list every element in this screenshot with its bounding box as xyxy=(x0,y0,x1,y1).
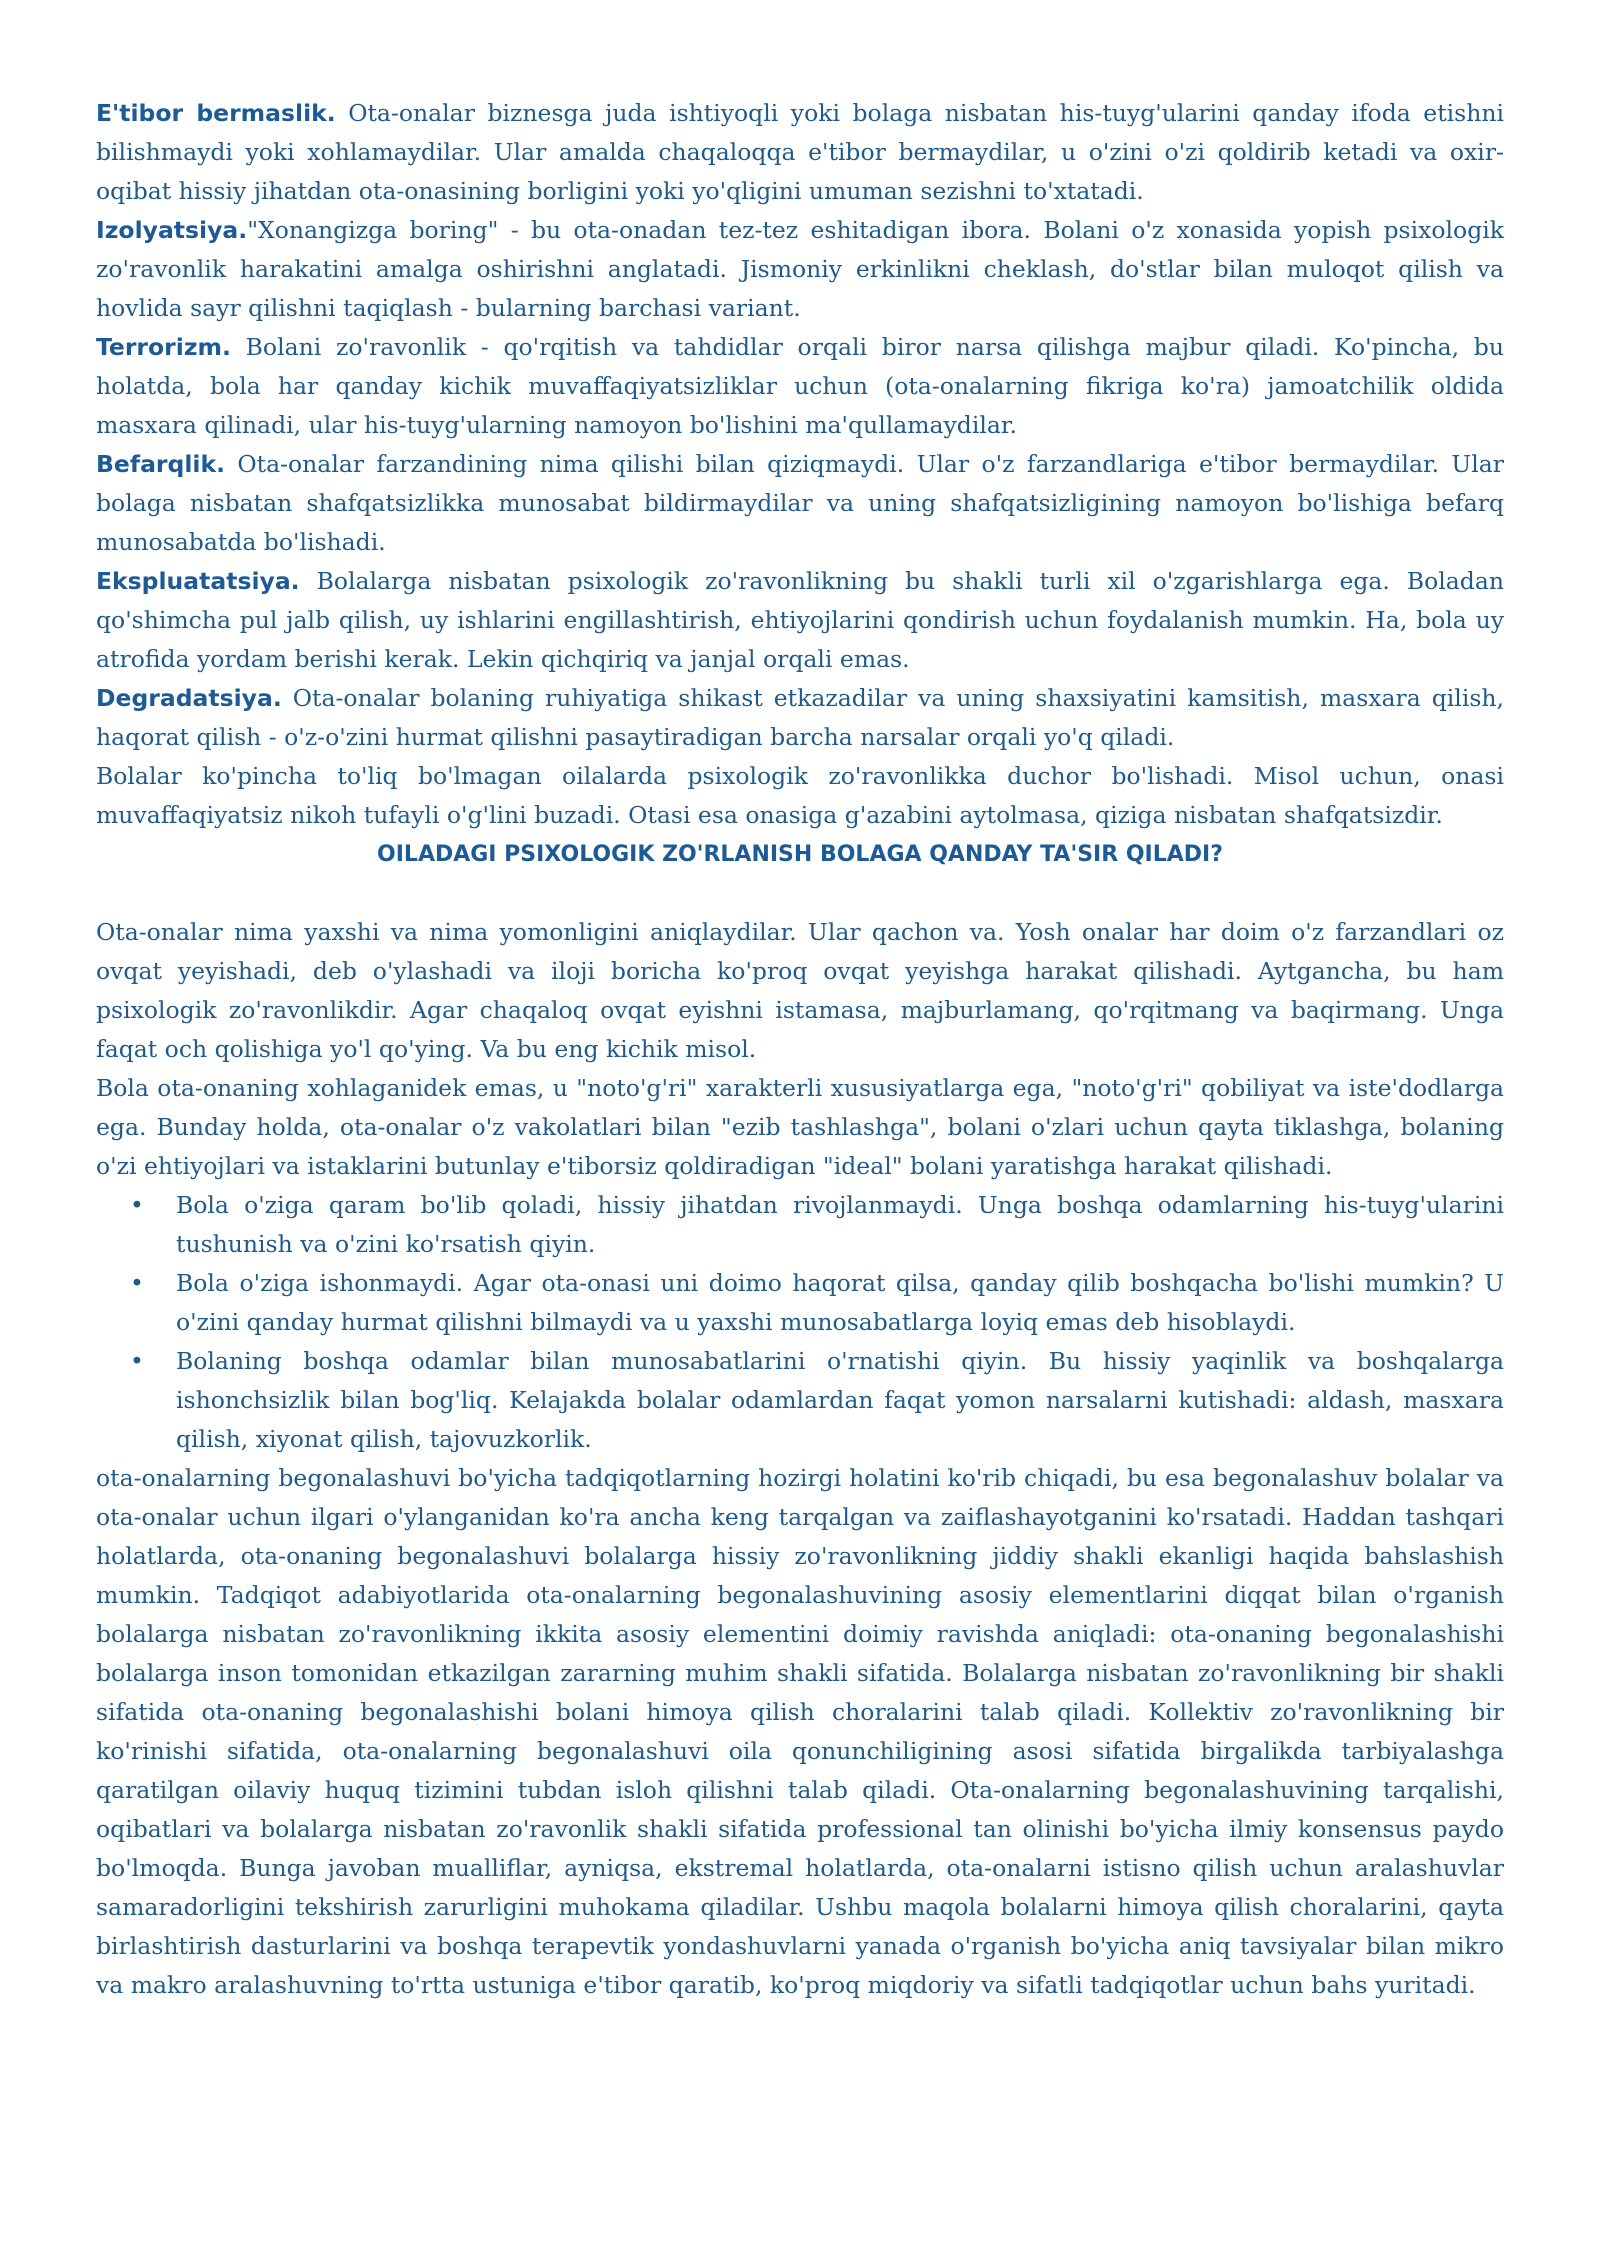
paragraph-ideal-child: Bola ota-onaning xohlaganidek emas, u "noto'g'ri" xarakterli xususiyatlarga ega, "noto'g'ri" qobiliyat va iste'dodlarga ega. Bunday holda, ota-onalar o'z vakolatlari bilan "ezib tashlashga", bolani o'zlari uchun qayta tiklashga, bolaning o'zi ehtiyojlari va istaklarini butunlay e'tiborsiz qoldiradigan "ideal" bolani yaratishga harakat qilishadi. xyxy=(96,1074,1504,1180)
consequences-list xyxy=(96,1186,1504,1459)
list-item-text: Bola o'ziga ishonmaydi. Agar ota-onasi uni doimo haqorat qilsa, qanday qilib boshqacha bo'lishi mumkin? U o'zini qanday hurmat qilishni bilmaydi va u yaxshi munosabatlarga loyiq emas deb hisoblaydi. xyxy=(176,1269,1504,1336)
document-page xyxy=(96,94,1504,2005)
bullet-icon: • xyxy=(130,1347,144,1375)
section-text: Ota-onalar farzandining nima qilishi bilan qiziqmaydi. Ular o'z farzandlariga e'tibor bermaydilar. Ular bolaga nisbatan shafqatsizlikka munosabat bildirmaydilar va uning shafqatsizligining namoyon bo'lishiga befarq munosabatda bo'lishadi. xyxy=(96,450,1504,556)
section-befarqlik xyxy=(96,445,1504,562)
list-item xyxy=(130,1264,1504,1342)
section-text: Bolalarga nisbatan psixologik zo'ravonlikning bu shakli turli xil o'zgarishlarga ega. Boladan qo'shimcha pul jalb qilish, uy ishlarini engillashtirish, ehtiyojlarini qondirish uchun foydalanish mumkin. Ha, bola uy atrofida yordam berishi kerak. Lekin qichqiriq va janjal orqali emas. xyxy=(96,567,1504,673)
section-term: Degradatsiya. xyxy=(96,684,282,712)
section-term: Izolyatsiya. xyxy=(96,216,248,244)
list-item-text: Bola o'ziga qaram bo'lib qoladi, hissiy jihatdan rivojlanmaydi. Unga boshqa odamlarning his-tuyg'ularini tushunish va o'zini ko'rsatish qiyin. xyxy=(176,1191,1504,1258)
section-text: "Xonangizga boring" - bu ota-onadan tez-tez eshitadigan ibora. Bolani o'z xonasida yopish psixologik zo'ravonlik harakatini amalga oshirishni anglatadi. Jismoniy erkinlikni cheklash, do'stlar bilan muloqot qilish va hovlida sayr qilishni taqiqlash - bularning barchasi variant. xyxy=(96,216,1504,322)
section-text: Ota-onalar biznesga juda ishtiyoqli yoki bolaga nisbatan his-tuyg'ularini qanday ifoda etishni bilishmaydi yoki xohlamaydilar. Ular amalda chaqaloqqa e'tibor bermaydilar, u o'zini o'zi qoldirib ketadi va oxir-oqibat hissiy jihatdan ota-onasining borligini yoki yo'qligini umuman sezishni to'xtatadi. xyxy=(96,99,1504,205)
section-ekspluatatsiya xyxy=(96,562,1504,679)
section-terrorizm xyxy=(96,328,1504,445)
list-item xyxy=(130,1186,1504,1264)
section-degradatsiya xyxy=(96,679,1504,757)
section-term: E'tibor bermaslik. xyxy=(96,99,336,127)
section-term: Befarqlik. xyxy=(96,450,226,478)
section-etibor-bermaslik xyxy=(96,94,1504,211)
list-item xyxy=(130,1342,1504,1459)
section-text: Ota-onalar bolaning ruhiyatiga shikast etkazadilar va uning shaxsiyatini kamsitish, masxara qilish, haqorat qilish - o'z-o'zini hurmat qilishni pasaytiradigan barcha narsalar orqali yo'q qiladi. xyxy=(96,684,1504,751)
section-text: Bolani zo'ravonlik - qo'rqitish va tahdidlar orqali biror narsa qilishga majbur qiladi. Ko'pincha, bu holatda, bola har qanday kichik muvaffaqiyatsizliklar uchun (ota-onalarning fikriga ko'ra) jamoatchilik oldida masxara qilinadi, ular his-tuyg'ularning namoyon bo'lishini ma'qullamaydilar. xyxy=(96,333,1504,439)
section-term: Terrorizm. xyxy=(96,333,231,361)
section-term: Ekspluatatsiya. xyxy=(96,567,300,595)
section-heading: OILADAGI PSIXOLOGIK ZO'RLANISH BOLAGA QANDAY TA'SIR QILADI? xyxy=(377,842,1223,867)
section-izolyatsiya xyxy=(96,211,1504,328)
list-item-text: Bolaning boshqa odamlar bilan munosabatlarini o'rnatishi qiyin. Bu hissiy yaqinlik va boshqalarga ishonchsizlik bilan bog'liq. Kelajakda bolalar odamlardan faqat yomon narsalarni kutishadi: aldash, masxara qilish, xiyonat qilish, tajovuzkorlik. xyxy=(176,1347,1504,1453)
paragraph-parents-define: Ota-onalar nima yaxshi va nima yomonligini aniqlaydilar. Ular qachon va. Yosh onalar har doim o'z farzandlari oz ovqat yeyishadi, deb o'ylashadi va iloji boricha ko'proq ovqat yeyishga harakat qilishadi. Aytgancha, bu ham psixologik zo'ravonlikdir. Agar chaqaloq ovqat eyishni istamasa, majburlamang, qo'rqitmang va baqirmang. Unga faqat och qolishiga yo'l qo'ying. Va bu eng kichik misol. xyxy=(96,918,1504,1063)
bullet-icon: • xyxy=(130,1191,144,1219)
paragraph-incomplete-families: Bolalar ko'pincha to'liq bo'lmagan oilalarda psixologik zo'ravonlikka duchor bo'lishadi. Misol uchun, onasi muvaffaqiyatsiz nikoh tufayli o'g'lini buzadi. Otasi esa onasiga g'azabini aytolmasa, qiziga nisbatan shafqatsizdir. xyxy=(96,762,1504,829)
paragraph-parental-alienation: ota-onalarning begonalashuvi bo'yicha tadqiqotlarning hozirgi holatini ko'rib chiqadi, bu esa begonalashuv bolalar va ota-onalar uchun ilgari o'ylanganidan ko'ra ancha keng tarqalgan va zaiflashayotganini ko'rsatadi. Haddan tashqari holatlarda, ota-onaning begonalashuvi bolalarga hissiy zo'ravonlikning jiddiy shakli ekanligi haqida bahslashish mumkin. Tadqiqot adabiyotlarida ota-onalarning begonalashuvining asosiy elementlarini diqqat bilan o'rganish bolalarga nisbatan zo'ravonlikning ikkita asosiy elementini doimiy ravishda aniqladi: ota-onaning begonalashishi bolalarga inson tomonidan etkazilgan zararning muhim shakli sifatida. Bolalarga nisbatan zo'ravonlikning bir shakli sifatida ota-onaning begonalashishi bolani himoya qilish choralarini talab qiladi. Kollektiv zo'ravonlikning bir ko'rinishi sifatida, ota-onalarning begonalashuvi oila qonunchiligining asosi sifatida birgalikda tarbiyalashga qaratilgan oilaviy huquq tizimini tubdan isloh qilishni talab qiladi. Ota-onalarning begonalashuvining tarqalishi, oqibatlari va bolalarga nisbatan zo'ravonlik shakli sifatida professional tan olinishi bo'yicha ilmiy konsensus paydo bo'lmoqda. Bunga javoban mualliflar, ayniqsa, ekstremal holatlarda, ota-onalarni istisno qilish uchun aralashuvlar samaradorligini tekshirish zarurligini muhokama qiladilar. Ushbu maqola bolalarni himoya qilish choralarini, qayta birlashtirish dasturlarini va boshqa terapevtik yondashuvlarni yanada o'rganish bo'yicha aniq tavsiyalar bilan mikro va makro aralashuvning to'rtta ustuniga e'tibor qaratib, ko'proq miqdoriy va sifatli tadqiqotlar uchun bahs yuritadi. xyxy=(96,1464,1504,1999)
bullet-icon: • xyxy=(130,1269,144,1297)
spacer xyxy=(96,874,1504,913)
